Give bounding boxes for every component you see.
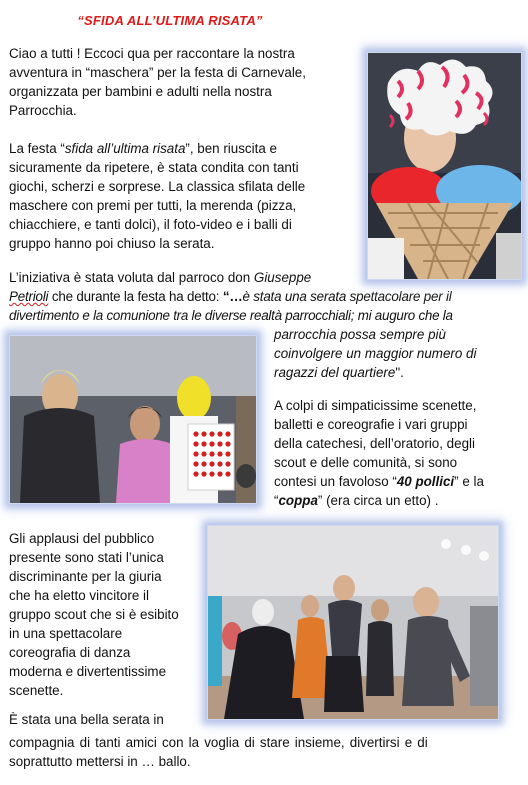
- paragraph-serata-lines: [9, 733, 524, 771]
- text-line: maschere con premi per tutti, la merenda (pizza,: [9, 198, 297, 213]
- text-line: soprattutto mettersi in … ballo.: [9, 754, 191, 769]
- text-line: gruppo hanno poi chiuso la serata.: [9, 236, 215, 251]
- text-line: coreografia di danza: [9, 645, 131, 660]
- text-line: giochi, scherzi e sorprese. La classica sfilata delle: [9, 179, 306, 194]
- text-line: della catechesi, dell’oratorio, degli: [274, 436, 475, 451]
- text-line: L’iniziativa è stata voluta dal parroco don Giuseppe: [9, 270, 312, 285]
- text-line: balletti e coreografie i vari gruppi: [274, 417, 468, 432]
- text-line: moderna e divertentissime: [9, 664, 167, 679]
- text-line: che ha eletto vincitore il: [9, 588, 149, 603]
- text-line: Gli applausi del pubblico: [9, 531, 155, 546]
- text-line: gruppo scout che si è esibito: [9, 607, 179, 622]
- text-line: compagnia di tanti amici con la voglia di stare insieme, divertirsi e di: [9, 735, 428, 750]
- text-line: A colpi di simpaticissime scenette,: [274, 398, 477, 413]
- text-line: parrocchia possa sempre più: [274, 327, 446, 342]
- text-line: ragazzi del quartiere".: [274, 365, 404, 380]
- photo-cartello: [9, 335, 257, 504]
- text-line: scenette.: [9, 683, 64, 698]
- text-line: È stata una bella serata in: [9, 712, 164, 727]
- text-line: discriminante per la giuria: [9, 569, 162, 584]
- text-line: La festa “sfida all’ultima risata”, ben riuscita e: [9, 141, 277, 156]
- text-line: scout e delle comunità, si sono: [274, 455, 458, 470]
- article-title: “SFIDA ALL’ULTIMA RISATA”: [77, 13, 263, 28]
- ice-cream-costume-illustration: [368, 53, 521, 279]
- paragraph-parroco-cont: [274, 325, 524, 382]
- text-line: chiacchiere, e tanti dolci), il foto-video e i balli di: [9, 217, 292, 232]
- paragraph-intro: [9, 44, 349, 120]
- text-line: divertimento e la comunione tra le diverse realtà parrocchiali; mi auguro che la: [9, 308, 453, 323]
- cartello-scene-illustration: [10, 336, 256, 503]
- paragraph-parroco-lines: [9, 287, 524, 325]
- dance-scene-illustration: [208, 526, 498, 719]
- paragraph-serata-line1: [9, 710, 189, 729]
- text-line: sicuramente da ripetere, è stata condita con tanti: [9, 160, 299, 175]
- paragraph-festa: [9, 139, 349, 253]
- text-line: Ciao a tutti ! Eccoci qua per raccontare la nostra: [9, 46, 295, 61]
- paragraph-applausi: [9, 529, 204, 700]
- text-line: “coppa” (era circa un etto) .: [274, 493, 439, 508]
- paragraph-scenette: [274, 396, 524, 510]
- text-line: presente sono stati l’unica: [9, 550, 164, 565]
- paragraph-parroco-line1: [9, 268, 359, 287]
- text-line: avventura in “maschera” per la festa di Carnevale,: [9, 65, 306, 80]
- text-line: Petrioli che durante la festa ha detto: “…è stata una serata spettacolare per il: [9, 289, 452, 304]
- text-line: Parrocchia.: [9, 103, 77, 118]
- text-line: coinvolgere un maggior numero di: [274, 346, 477, 361]
- photo-danza: [207, 525, 499, 720]
- text-line: organizzata per bambini e adulti nella nostra: [9, 84, 272, 99]
- photo-ice-cream-costume: [367, 52, 522, 280]
- text-line: contesi un favoloso “40 pollici” e la: [274, 474, 484, 489]
- text-line: in una spettacolare: [9, 626, 123, 641]
